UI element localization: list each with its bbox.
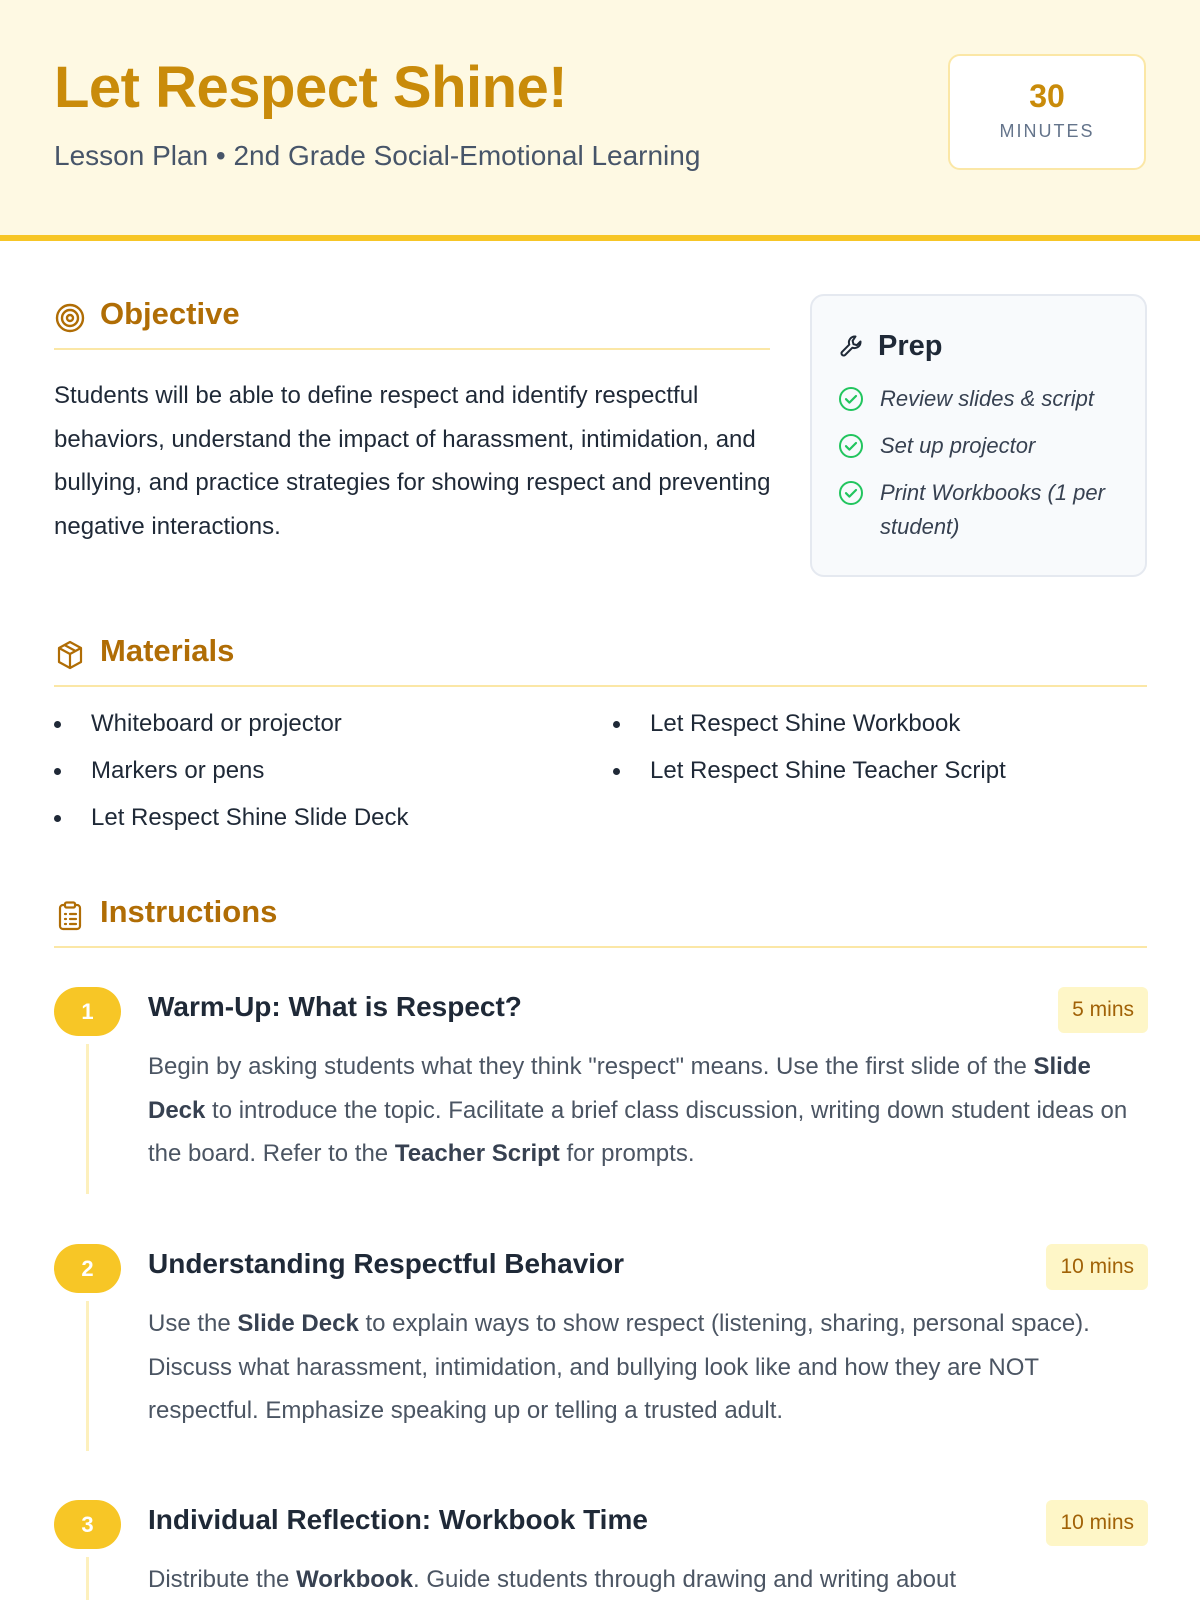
- lesson-header: [0, 0, 1200, 241]
- step-title: Understanding Respectful Behavior: [148, 1248, 625, 1279]
- step-connector: [86, 1044, 89, 1194]
- objective-heading-label: Objective: [100, 296, 240, 331]
- step-duration-badge: 10 mins: [1046, 1244, 1148, 1290]
- instruction-step: [54, 987, 1148, 1202]
- prep-item-text: Review slides & script: [880, 386, 1094, 411]
- target-icon: [54, 302, 86, 334]
- prep-heading-label: Prep: [878, 330, 943, 362]
- objective-text: Students will be able to define respect and identify respectful behaviors, understand the impact of harassment, intimidation, and bullying, and practice strategies for showing respect and preventing negative interactions.: [54, 382, 771, 540]
- step-description: Use the Slide Deck to explain ways to show respect (listening, sharing, personal space). Discuss what harassment, intimidation, and bullying look like and how they are NOT respectful. Emphasize speaking up or telling a trusted adult.: [148, 1310, 1090, 1424]
- prep-item: [838, 476, 1128, 544]
- lesson-subtitle: Lesson Plan • 2nd Grade Social-Emotional Learning: [54, 140, 701, 171]
- duration-unit: MINUTES: [999, 121, 1095, 141]
- list-item: Let Respect Shine Slide Deck: [54, 802, 574, 849]
- check-circle-icon: [838, 480, 864, 506]
- materials-list-left: [54, 708, 574, 849]
- check-circle-icon: [838, 433, 864, 459]
- step-description: Distribute the Workbook. Guide students through drawing and writing about: [148, 1566, 956, 1593]
- duration-badge: [948, 54, 1146, 170]
- clipboard-list-icon: [54, 900, 86, 932]
- step-title: Warm-Up: What is Respect?: [148, 991, 522, 1022]
- list-item: Let Respect Shine Teacher Script: [613, 755, 1147, 802]
- list-item: Let Respect Shine Workbook: [613, 708, 1147, 755]
- materials-list-right: [613, 708, 1147, 802]
- materials-heading-label: Materials: [100, 633, 235, 668]
- wrench-icon: [838, 332, 866, 360]
- materials-heading: [54, 633, 1147, 687]
- step-connector: [86, 1557, 89, 1600]
- instruction-step: [54, 1500, 1148, 1600]
- step-number: 3: [54, 1500, 121, 1549]
- prep-item: [838, 429, 1128, 463]
- instructions-heading: [54, 894, 1147, 948]
- prep-item-text: Print Workbooks (1 per student): [880, 480, 1105, 539]
- objective-heading: [54, 296, 770, 350]
- step-duration-badge: 5 mins: [1058, 987, 1148, 1033]
- prep-card: [810, 294, 1147, 577]
- list-item: Whiteboard or projector: [54, 708, 574, 755]
- duration-value: 30: [1029, 78, 1065, 114]
- prep-item: [838, 382, 1128, 416]
- instructions-heading-label: Instructions: [100, 894, 278, 929]
- step-title: Individual Reflection: Workbook Time: [148, 1504, 648, 1535]
- step-number: 2: [54, 1244, 121, 1293]
- step-number: 1: [54, 987, 121, 1036]
- list-item: Markers or pens: [54, 755, 574, 802]
- prep-item-text: Set up projector: [880, 433, 1036, 458]
- step-description: Begin by asking students what they think "respect" means. Use the first slide of the Slide Deck to introduce the topic. Facilitate a brief class discussion, writing down student ideas on the board. Refer to the Teacher Script for prompts.: [148, 1053, 1128, 1167]
- lesson-title: Let Respect Shine!: [54, 55, 568, 120]
- check-circle-icon: [838, 386, 864, 412]
- step-duration-badge: 10 mins: [1046, 1500, 1148, 1546]
- instruction-step: [54, 1244, 1148, 1459]
- step-connector: [86, 1301, 89, 1451]
- package-icon: [54, 639, 86, 671]
